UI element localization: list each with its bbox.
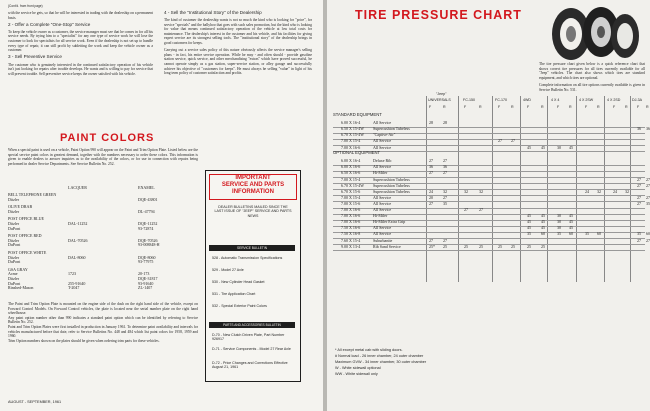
footnote: * All except metal cab with sliding doors.	[335, 348, 403, 352]
enamel-code: 93-77975	[138, 259, 154, 265]
paragraph-preventive: The customer who is genuinely interested in the continued satisfactory operation of his vehicle isn't just looking for repairs after trouble develops. He wants and is willing to pay for service that will prevent trouble. Sell preventive service keeps the owner satisfied with his vehicle.	[8, 62, 153, 76]
enamel-code: DQE-43801	[138, 196, 158, 202]
service-bulletin-item: 530 - New Cylinder Head Gasket	[212, 280, 265, 284]
vehicle-column-header: 4 X 4	[551, 98, 560, 102]
note-trim-numbers: Trim Option numbers shown on the plates should be given when ordering trim parts for these vehicles.	[8, 338, 160, 343]
pressure-value: 27	[637, 194, 641, 200]
lacquer-code: DAL-11252	[68, 221, 88, 226]
pressure-value: 60	[541, 231, 545, 237]
pressure-value: 35	[637, 231, 641, 237]
tire-intro-2: Complete information on all tire options currently available is given in Service Bulletin No. 531.	[539, 82, 645, 92]
pressure-value: 45	[541, 213, 545, 219]
pressure-value: 27	[646, 182, 650, 188]
pressure-value: 27	[443, 158, 447, 164]
heading-preventive: 3 - Sell Preventive Service	[8, 54, 62, 60]
service-bulletin-item: 529 - Model 27 Axle	[212, 268, 244, 272]
enamel-code: 93-72874	[138, 225, 154, 231]
service-bulletin-item: 531 - Tire Application Chart	[212, 292, 256, 296]
paint-color-name: OLIVE DRAB	[8, 204, 33, 210]
bulletin-headline	[209, 174, 297, 200]
paint-color-name: POST OFFICE RED	[8, 233, 42, 239]
pressure-value: 36	[443, 164, 447, 170]
tire-size: 7.00 X 15-6	[341, 200, 361, 206]
pressure-value: 45	[569, 225, 573, 231]
tire-size: 6.70 X 15-6	[341, 188, 361, 194]
tire-type: All Service	[373, 120, 392, 126]
lacquer-code: 1723	[68, 271, 76, 277]
paint-maker: Ditzler	[8, 276, 20, 281]
issue-date: AUGUST - SEPTEMBER, 1961	[8, 400, 62, 404]
front-rear-header: F	[498, 105, 501, 109]
vehicle-column-header: 4 X 2SW	[579, 98, 594, 102]
pressure-value: 25	[443, 243, 447, 249]
front-rear-header: F	[527, 105, 530, 109]
pressure-value: 32	[443, 188, 447, 194]
pressure-value: 45	[527, 144, 531, 150]
paint-color-name: GSA GRAY	[8, 266, 28, 272]
enamel-code: DQE-11252	[138, 221, 158, 226]
pressure-value: 27	[637, 182, 641, 188]
tire-type: All Service	[373, 200, 392, 206]
pressure-value: 24	[429, 188, 433, 194]
tire-size: 7.00 X 15-4	[341, 176, 361, 182]
tire-type: Hi-Miler	[373, 213, 388, 219]
tire-size: 7.00 X 16-6	[341, 213, 361, 219]
pressure-value: 20	[429, 194, 433, 200]
right-page	[327, 0, 650, 411]
pressure-value: 45	[527, 219, 531, 225]
tire-size: 6.00 X 16-4	[341, 120, 361, 126]
pressure-value: 27	[429, 170, 433, 176]
pressure-value: 27	[429, 200, 433, 206]
service-bulletin-item: 528 - Automatic Transmission Specifications	[212, 256, 283, 260]
pressure-value: 27	[443, 170, 447, 176]
paint-maker: Ditzler	[8, 208, 20, 214]
paint-colors-title: PAINT COLORS	[60, 132, 155, 144]
bulletin-box	[205, 170, 301, 382]
parts-bulletin-item: D-72 - Price Changes and Corrections Effective August 21, 1961	[212, 361, 288, 370]
front-rear-header: F	[637, 105, 640, 109]
pressure-value: 60	[646, 231, 650, 237]
enamel-code: DL-47794	[138, 208, 155, 214]
paint-maker: Rinshed-Mason	[8, 285, 34, 291]
lacquer-code: T-2047	[68, 285, 80, 291]
footnote: # Normal load - 26 inner chamber, 24 outer chamber	[335, 354, 424, 358]
paint-maker: DuPont	[8, 242, 21, 248]
pressure-value: 45	[527, 213, 531, 219]
note-trim-plate: The Paint and Trim Option Plate is mounted on the engine side of the dash on the right hand side of the vehicle, except on Forward Control Models. On Forward Control vehicles, the plate is located near the serial number plate on the right hand wheelhouse.	[8, 302, 198, 316]
front-rear-header: R	[479, 105, 482, 109]
enamel-header: ENAMEL	[138, 185, 155, 190]
pressure-value: 36	[637, 126, 641, 132]
pressure-value: 27	[511, 138, 515, 144]
pressure-value: 35	[557, 231, 561, 237]
front-rear-header: F	[585, 105, 588, 109]
pressure-value: 45	[541, 144, 545, 150]
lacquer-code: DAL-70526	[68, 237, 88, 243]
jeep-header: "Jeep"	[436, 92, 447, 96]
left-page	[0, 0, 323, 411]
front-rear-header: F	[557, 105, 560, 109]
enamel-code: 93-91640	[138, 280, 154, 286]
pressure-value: 32	[464, 188, 468, 194]
pressure-value: 27	[637, 200, 641, 206]
paint-maker: DuPont	[8, 280, 21, 286]
tire-size: 7.00 X 15-4	[341, 194, 361, 200]
tire-type: All Service	[373, 144, 392, 150]
front-rear-header: R	[625, 105, 628, 109]
vehicle-column-header: FC-170	[495, 98, 507, 102]
pressure-value: 45	[569, 144, 573, 150]
enamel-code: ZL-1407	[138, 285, 153, 291]
pressure-value: 24	[585, 188, 589, 194]
pressure-value: 32	[597, 188, 601, 194]
tire-type: Hi-Miler	[373, 170, 388, 176]
tire-pressure-table	[333, 92, 650, 372]
vehicle-column-header: DJ-3A	[632, 98, 642, 102]
pressure-value: 45	[569, 219, 573, 225]
tire-type: Supercushion Tubeless	[373, 182, 410, 188]
front-rear-header: F	[464, 105, 467, 109]
pressure-value: 36	[646, 126, 650, 132]
pressure-value: 27	[637, 237, 641, 243]
service-bulletin-item: 532 - Special Exterior Paint Colors	[212, 304, 267, 308]
parts-bulletin-item: D-71 - Service Components - Model 27 Rear Axle	[212, 347, 291, 351]
pressure-value: 45	[541, 219, 545, 225]
paint-maker: DuPont	[8, 259, 21, 265]
tire-size: 9.00 X 13-4	[341, 243, 361, 249]
footnote: W - White sidewall optional	[335, 366, 381, 370]
paint-maker: Ditzler	[8, 254, 20, 260]
pressure-value: 25	[527, 243, 531, 249]
pressure-value: 25	[541, 243, 545, 249]
heading-institutional: 4 - Sell the "Institutional Story" of the Dealership	[164, 10, 262, 15]
tire-intro-1: The tire pressure chart given below is a quick reference chart that shows correct tire pressures for all tires currently available for all "Jeep" vehicles. The chart also shows which tires are standard equipment, and which tires are optional.	[539, 62, 645, 80]
lacquer-code: DAL-8060	[68, 254, 86, 260]
pressure-value: 36	[429, 164, 433, 170]
tire-type: Supercushion Tubeless	[373, 188, 410, 194]
front-rear-header: F	[429, 105, 432, 109]
front-rear-header: F	[613, 105, 616, 109]
tire-type: Supercushion Tubeless	[373, 126, 410, 132]
paint-color-name: BELL TELEPHONE GREEN	[8, 192, 57, 197]
tire-size: 7.50 X 16-6	[341, 225, 361, 231]
tire-size: 6.50 X 16-6	[341, 170, 361, 176]
paint-intro	[8, 148, 198, 166]
tire-row	[333, 242, 645, 251]
note-other-options: Any paint option number other than 990 indicates a standard paint option which can be identified by referring to Service Bulletin No. 252.	[8, 315, 198, 325]
paragraph-policy: Carrying out a service sales policy of this nature obviously affects the service manager's selling plans - in fact, his entire service operation. While he may - and often should - provide gasoline station service, quick service, and other merchandising "extras" which have proved successful, he cannot operate simply as a gas station, super-service station, or alley garage and successfully achieve his objective of "customers for keeps". He must always be selling "value" in light of his long term policy of customer satisfaction and profits.	[164, 48, 312, 76]
pressure-value: 25*	[429, 243, 435, 249]
front-rear-header: R	[443, 105, 446, 109]
lacquer-header: LACQUER	[68, 185, 87, 190]
pressure-value: 30	[557, 219, 561, 225]
pressure-value: 25	[511, 243, 515, 249]
tire-type: "Captive-Air"	[373, 132, 396, 138]
tire-size: 7.00 X 16-6	[341, 207, 361, 212]
dealer-bulletins-note: DEALER BULLETINS MAILED SINCE THE LAST ISSUE OF "JEEP" SERVICE AND PARTS NEWS	[214, 205, 292, 218]
intro-paragraph: with the service he gets, so that he will be interested in trading with the dealership on a permanent basis.	[8, 11, 153, 20]
pressure-value: 27	[464, 207, 468, 212]
paint-color-name: POST OFFICE BLUE	[8, 216, 44, 222]
pressure-value: 32	[479, 188, 483, 194]
note-plate-history: Paint and Trim Option Plates were first installed in production in January 1961. To determine paint availability and intervals for vehicles manufactured before that date, refer to Service Bulletins No. 448 and 484 which list paint colors for 1958, 1959 and 1960.	[8, 324, 198, 339]
tire-type: Deluxe Rib	[373, 158, 392, 164]
tires-illustration-icon	[549, 2, 641, 62]
front-rear-header: R	[511, 105, 514, 109]
front-rear-header: R	[541, 105, 544, 109]
pressure-value: 27	[479, 207, 483, 212]
tire-section-label: STANDARD EQUIPMENT	[333, 112, 382, 117]
parts-bulletin-bar: PARTS AND ACCESSORIES BULLETIN	[209, 322, 295, 328]
paragraph-one-stop: To keep the vehicle owner as a customer, the service manager must see that he comes in for all his service needs. By trying him to a "specialist" for any one type of service work he will lose the customer to look for specialists for all service work. Even if the dealership is not set up to handle every type of repair, it can still profit by subletting the work and keep the vehicle owner as a customer.	[8, 29, 153, 53]
tire-type: Suburbanite	[373, 237, 393, 243]
headline-line-2: SERVICE AND PARTS	[221, 182, 285, 188]
article-column-1	[8, 11, 153, 79]
tire-chart-intro	[539, 62, 645, 95]
parts-bulletin-item: D-70 - New Clutch Driven Plate, Part Number 926917	[212, 333, 285, 342]
tire-size: 7.00 X 16-6	[341, 144, 361, 150]
continued-note: (Cont'd. from front page)	[8, 4, 43, 8]
paint-maker: Ditzler	[8, 237, 20, 243]
pressure-value: 45	[541, 225, 545, 231]
paint-maker: Ditzler	[8, 221, 20, 226]
footnote: WW - White sidewall only	[335, 372, 378, 376]
tire-size: 6.00 X 16-6	[341, 164, 361, 170]
paragraph-institutional: The kind of customer the dealership wants is not so much the kind who is looking for "price", for service "specials" and the ballyhoo that goes with such sales promotion, but the kind who is looking for value that means continued satisfactory operation of the vehicle at low total costs for maintenance. The dealership's interest in the customer and his vehicle, and his facilities for giving expert service are its strongest selling tools. The "institutional story" of the dealership brings in good customers for keeps.	[164, 18, 312, 46]
front-rear-header: R	[646, 105, 649, 109]
pressure-value: 60	[569, 231, 573, 237]
paint-color-name: POST OFFICE WHITE	[8, 250, 47, 255]
headline-line-1: IMPORTANT	[235, 175, 271, 181]
pressure-value: 45	[569, 213, 573, 219]
tire-type: All Service	[373, 225, 392, 231]
enamel-code: 93-008848-H	[138, 242, 160, 248]
pressure-value: 27	[429, 237, 433, 243]
tire-size: 7.00 X 16-6	[341, 219, 361, 225]
headline-line-3: INFORMATION	[232, 189, 274, 195]
vehicle-column-header: 4WD	[523, 98, 531, 102]
tire-chart-title: TIRE PRESSURE CHART	[355, 8, 522, 22]
tire-type: All Service	[373, 231, 392, 237]
enamel-code: DQE-8060	[138, 254, 156, 260]
vehicle-column-header: UNIVERSALS	[428, 98, 451, 102]
paint-maker: Ditzler	[8, 196, 20, 202]
pressure-value: 60	[597, 231, 601, 237]
lacquer-code: 255-91640	[68, 280, 86, 286]
pressure-value: 30	[557, 144, 561, 150]
pressure-value: 35	[585, 231, 589, 237]
tire-size: 6.50 X 15-4W	[341, 126, 364, 132]
tire-type: All Service	[373, 164, 392, 170]
paint-maker: Acme	[8, 271, 18, 277]
pressure-value: 27	[443, 194, 447, 200]
pressure-value: 27	[646, 194, 650, 200]
pressure-value: 24	[613, 188, 617, 194]
pressure-value: 25	[479, 243, 483, 249]
tire-section-label: OPTIONAL EQUIPMENT	[333, 150, 381, 156]
heading-one-stop: 2 - Offer a Complete "One-Stop" Service	[8, 21, 91, 27]
tire-type: Supercushion Tubeless	[373, 176, 410, 182]
tire-type: Rib Sand Service	[373, 243, 401, 249]
tire-size: 7.60 X 15-4	[341, 237, 361, 243]
pressure-value: 27	[498, 138, 502, 144]
pressure-value: 27	[646, 176, 650, 182]
pressure-value: 28	[443, 120, 447, 126]
tire-type: All Service	[373, 194, 392, 200]
pressure-value: 27	[637, 176, 641, 182]
pressure-value: 45	[527, 225, 531, 231]
pressure-value: 27	[443, 237, 447, 243]
paint-color-table	[8, 185, 198, 295]
pressure-value: 35	[646, 200, 650, 206]
pressure-value: 25	[498, 243, 502, 249]
tire-type: Hi-Miler Extra Grip	[373, 219, 406, 225]
front-rear-header: R	[569, 105, 572, 109]
tire-type: All Service	[373, 138, 392, 144]
enamel-code: DQE-70526	[138, 237, 158, 243]
pressure-value: 28	[429, 120, 433, 126]
pressure-value: 30	[557, 225, 561, 231]
pressure-value: 27	[429, 158, 433, 164]
tire-size: 7.00 X 15-4	[341, 138, 361, 144]
vehicle-column-header: FC-150	[463, 98, 475, 102]
enamel-code: 20-173	[138, 271, 150, 277]
vehicle-column-header: 4 X 2SD	[607, 98, 621, 102]
paint-notes	[8, 302, 198, 343]
pressure-value: 35	[443, 200, 447, 206]
tire-size: 7.50 X 16-8	[341, 231, 361, 237]
service-bulletin-bar: SERVICE BULLETIN	[209, 245, 295, 251]
pressure-value: 25	[464, 243, 468, 249]
tire-size: 6.70 X 15-4W	[341, 182, 364, 188]
enamel-code: DQE-31817	[138, 276, 158, 281]
front-rear-header: R	[597, 105, 600, 109]
tire-size: 6.70 X 15-4W	[341, 132, 364, 138]
tire-size: 6.00 X 16-4	[341, 158, 361, 164]
paint-intro-text: When a special paint is used on a vehicle, Paint Option 990 will appear on the Paint and Trim Option Plate. Listed below are the special service paint colors in greatest demand, together with the numbers necessary to order these colors. This information is given to enable dealers to answer inquiries as to the availability of the colors, or for use in connection with repairs being performed in dealer Service Departments. See Service Bulletin No. 252.	[8, 148, 198, 166]
article-column-2	[164, 11, 312, 78]
paint-maker: DuPont	[8, 225, 21, 231]
pressure-value: 32	[625, 188, 629, 194]
pressure-value: 27	[646, 237, 650, 243]
footnote: Maximum GVW - 34 inner chamber, 30 outer chamber	[335, 360, 427, 364]
tire-type: All Service	[373, 207, 392, 212]
pressure-value: 35	[527, 231, 531, 237]
pressure-value: 30	[557, 213, 561, 219]
